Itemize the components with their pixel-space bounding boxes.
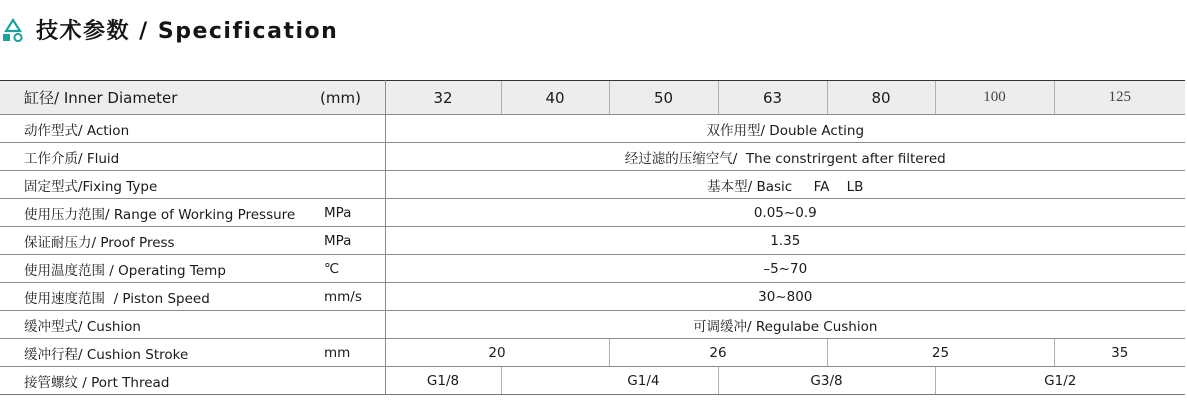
row-label: 动作型式/ Action <box>0 115 385 143</box>
table-row <box>0 255 1185 283</box>
table-header-row <box>0 81 1185 115</box>
table-row <box>0 171 1185 199</box>
title-bar <box>0 0 1187 54</box>
spec-table <box>0 80 1185 395</box>
row-label <box>0 81 385 115</box>
unit-label: ℃ <box>324 260 340 277</box>
cushion-stroke-cell: 25 <box>827 339 1054 367</box>
table-row <box>0 311 1185 339</box>
row-value: 30~800 <box>385 283 1185 311</box>
row-value: 可调缓冲/ Regulabe Cushion <box>385 311 1185 339</box>
unit-label: mm <box>324 344 351 361</box>
row-value: 0.05~0.9 <box>385 199 1185 227</box>
port-thread-cell: G1/2 <box>935 367 1185 395</box>
port-thread-cell: G1/8 <box>385 367 501 395</box>
bore-cell: 63 <box>718 81 827 115</box>
row-label: 缓冲型式/ Cushion <box>0 311 385 339</box>
row-label: 缓冲行程/ Cushion Stroke mm <box>0 339 385 367</box>
table-row <box>0 199 1185 227</box>
bore-cell: 80 <box>827 81 935 115</box>
row-value: 1.35 <box>385 227 1185 255</box>
row-label: 固定型式/Fixing Type <box>0 171 385 199</box>
cushion-stroke-cell: 35 <box>1054 339 1185 367</box>
bore-cell: 50 <box>609 81 718 115</box>
table-row <box>0 339 1185 367</box>
unit-label: mm/s <box>324 288 362 305</box>
bore-cell: 125 <box>1054 81 1185 115</box>
row-label: 使用压力范围/ Range of Working Pressure MPa <box>0 199 385 227</box>
row-value: 基本型/ Basic FA LB <box>385 171 1185 199</box>
cushion-stroke-cell: 20 <box>385 339 609 367</box>
triangle-shapes-icon <box>2 18 24 42</box>
row-label: 工作介质/ Fluid <box>0 143 385 171</box>
row-value: –5~70 <box>385 255 1185 283</box>
table-row <box>0 283 1185 311</box>
bore-cell: 100 <box>935 81 1054 115</box>
table-row <box>0 143 1185 171</box>
inner-diameter-label: 缸径/ Inner Diameter <box>24 89 178 107</box>
page-title: 技术参数 / Specification <box>36 19 339 44</box>
table-row <box>0 227 1185 255</box>
table-row <box>0 115 1185 143</box>
bore-cell: 32 <box>385 81 501 115</box>
unit-label: MPa <box>324 232 352 249</box>
table-row <box>0 367 1185 395</box>
unit-label: (mm) <box>320 88 361 107</box>
cushion-stroke-cell: 26 <box>609 339 827 367</box>
port-thread-cell: G3/8 <box>718 367 935 395</box>
bore-cell: 40 <box>501 81 609 115</box>
row-label: 接管螺纹 / Port Thread <box>0 367 385 395</box>
row-label: 使用速度范围 / Piston Speed mm/s <box>0 283 385 311</box>
row-label: 使用温度范围 / Operating Temp ℃ <box>0 255 385 283</box>
unit-label: MPa <box>324 204 352 221</box>
row-value: 经过滤的压缩空气/ The constrirgent after filtered <box>385 143 1185 171</box>
port-thread-cell: G1/4 <box>501 367 718 395</box>
row-value: 双作用型/ Double Acting <box>385 115 1185 143</box>
row-label: 保证耐压力/ Proof Press MPa <box>0 227 385 255</box>
